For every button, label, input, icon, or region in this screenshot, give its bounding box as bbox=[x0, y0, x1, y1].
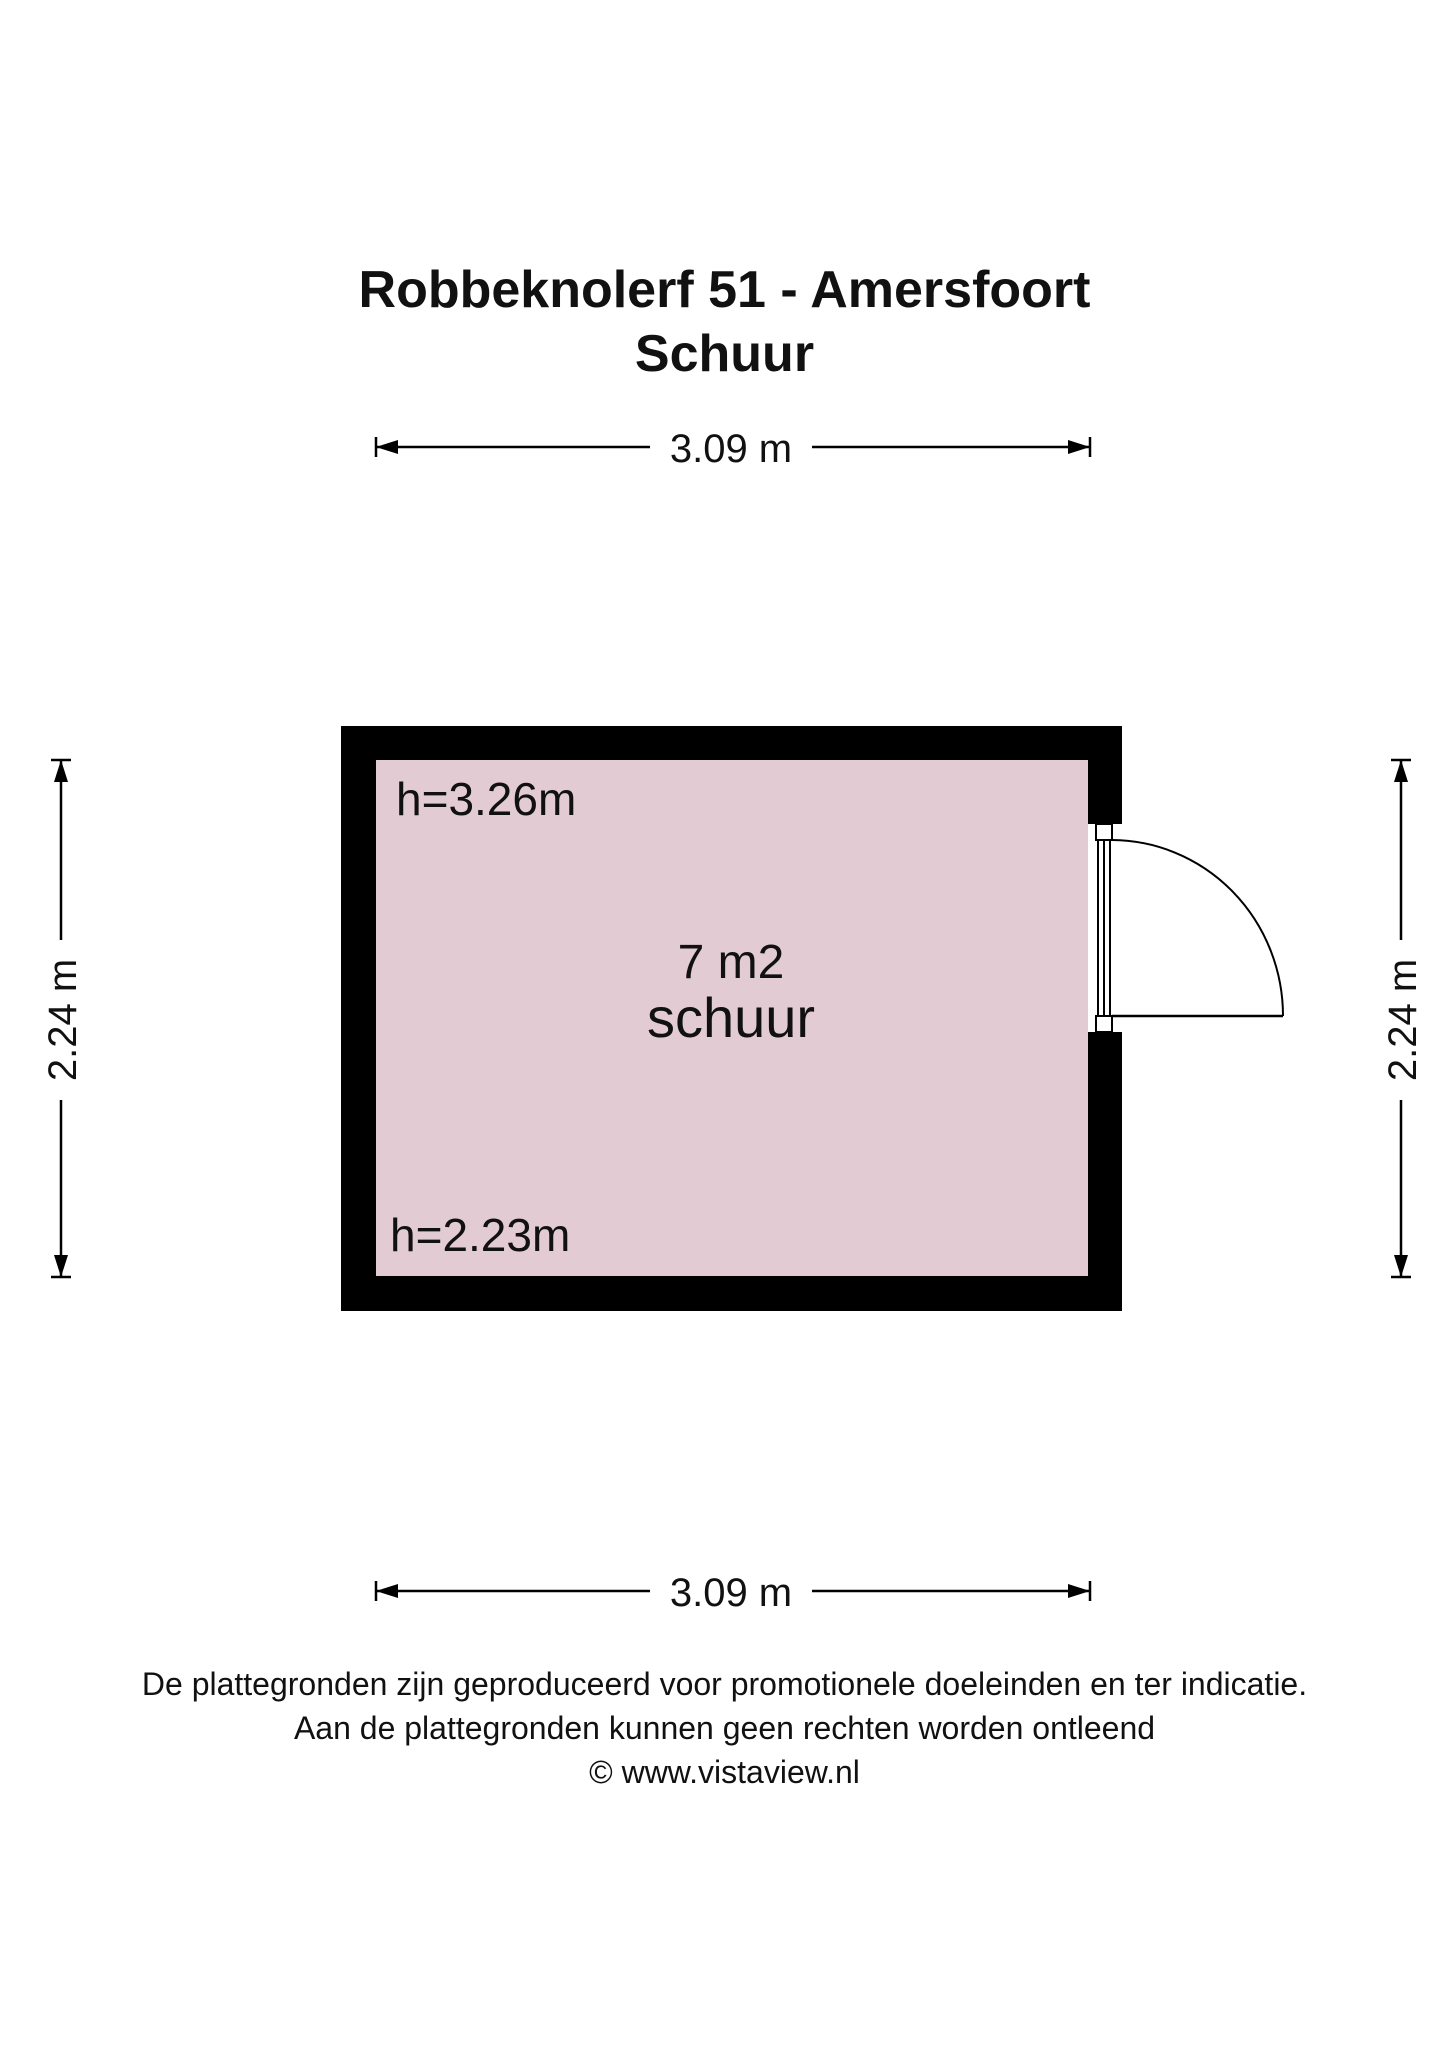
dimension-left bbox=[41, 760, 85, 1277]
dimension-left-label: 2.24 m bbox=[41, 958, 85, 1082]
dimension-top bbox=[376, 427, 1090, 471]
room-height-bottom: h=2.23m bbox=[390, 1209, 571, 1261]
disclaimer-line-1: De plattegronden zijn geproduceerd voor promotionele doeleinden en ter indicatie. bbox=[141, 1666, 1308, 1702]
disclaimer-line-2: Aan de plattegronden kunnen geen rechten worden ontleend bbox=[293, 1710, 1156, 1746]
disclaimer bbox=[0, 1662, 1449, 1794]
copyright-link: © www.vistaview.nl bbox=[589, 1754, 860, 1790]
room-height-top: h=3.26m bbox=[396, 773, 577, 825]
address-title: Robbeknolerf 51 - Amersfoort bbox=[358, 261, 1091, 319]
door-swing-arc bbox=[1112, 840, 1283, 1016]
door-frame-top bbox=[1096, 824, 1112, 840]
dimension-top-label: 3.09 m bbox=[669, 427, 793, 471]
dimension-right-label: 2.24 m bbox=[1381, 958, 1425, 1082]
dimension-bottom bbox=[376, 1571, 1090, 1615]
room-name: schuur bbox=[646, 986, 816, 1049]
dimension-right bbox=[1381, 760, 1425, 1277]
building-title: Schuur bbox=[634, 325, 815, 383]
room-area: 7 m2 bbox=[677, 936, 785, 989]
dimension-bottom-label: 3.09 m bbox=[669, 1571, 793, 1615]
door-frame-bottom bbox=[1096, 1016, 1112, 1032]
